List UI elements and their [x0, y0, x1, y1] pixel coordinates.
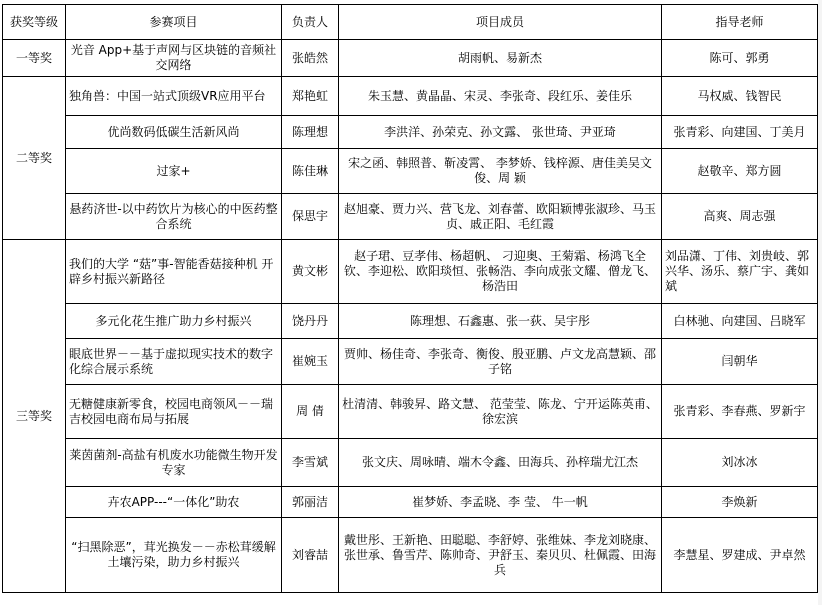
leader-cell[interactable]: 李雪斌	[282, 439, 339, 487]
header-members[interactable]: 项目成员	[339, 5, 662, 40]
header-advisor[interactable]: 指导老师	[662, 5, 818, 40]
members-cell[interactable]: 胡雨帆、易新杰	[339, 40, 662, 77]
table-row	[3, 240, 818, 304]
advisor-cell[interactable]: 刘冰冰	[662, 439, 818, 487]
table-row	[3, 385, 818, 439]
members-cell[interactable]: 李洪洋、孙荣克、孙文露、 张世琦、尹亚琦	[339, 116, 662, 149]
project-cell[interactable]: 莱茵菌剂-高盐有机废水功能微生物开发专家	[66, 439, 282, 487]
leader-cell[interactable]: 刘睿喆	[282, 518, 339, 593]
header-row	[3, 5, 818, 40]
table-row	[3, 149, 818, 194]
advisor-cell[interactable]: 张青彩、李春燕、罗新宇	[662, 385, 818, 439]
table-row	[3, 77, 818, 116]
table-row	[3, 518, 818, 593]
level-cell-second[interactable]: 二等奖	[3, 77, 66, 240]
leader-cell[interactable]: 郭丽洁	[282, 487, 339, 518]
members-cell[interactable]: 赵子珺、豆孝伟、杨超帆、 刁迎奥、王菊霜、杨鸿飞全 钦、李迎松、欧阳琰恒、张畅浩、李向成张文耀、僧龙飞、杨浩田	[339, 240, 662, 304]
project-cell[interactable]: “扫黑除恶”，茸光换发－－赤松茸缓解土壤污染，助力乡村振兴	[66, 518, 282, 593]
table-row	[3, 116, 818, 149]
members-cell[interactable]: 朱玉慧、黄晶晶、宋灵、李张奇、段红乐、姜佳乐	[339, 77, 662, 116]
leader-cell[interactable]: 保思宇	[282, 194, 339, 240]
advisor-cell[interactable]: 白林驰、向建国、吕晓军	[662, 304, 818, 339]
members-cell[interactable]: 陈理想、石鑫惠、张一荻、吴宇彤	[339, 304, 662, 339]
leader-cell[interactable]: 周 倩	[282, 385, 339, 439]
project-cell[interactable]: 独角兽：中国一站式顶级VR应用平台	[66, 77, 282, 116]
table-row	[3, 194, 818, 240]
level-cell-first[interactable]: 一等奖	[3, 40, 66, 77]
project-cell[interactable]: 眼底世界－－基于虚拟现实技术的数字化综合展示系统	[66, 339, 282, 385]
sheet-edge	[818, 0, 822, 605]
table-row	[3, 487, 818, 518]
members-cell[interactable]: 宋之函、韩照普、靳凌霄、 李梦娇、钱梓源、唐佳美吴文俊、周 颖	[339, 149, 662, 194]
project-cell[interactable]: 无糖健康新零食，校园电商领风－－瑞吉校园电商布局与拓展	[66, 385, 282, 439]
leader-cell[interactable]: 饶丹丹	[282, 304, 339, 339]
members-cell[interactable]: 崔梦娇、李孟晓、李 莹、 牛一帆	[339, 487, 662, 518]
advisor-cell[interactable]: 高爽、周志强	[662, 194, 818, 240]
project-cell[interactable]: 光音 App+基于声网与区块链的音频社交网络	[66, 40, 282, 77]
advisor-cell[interactable]: 陈可、郭勇	[662, 40, 818, 77]
header-project[interactable]: 参赛项目	[66, 5, 282, 40]
leader-cell[interactable]: 崔婉玉	[282, 339, 339, 385]
table-row	[3, 40, 818, 77]
advisor-cell[interactable]: 张青彩、向建国、丁美月	[662, 116, 818, 149]
awards-table	[2, 4, 818, 593]
leader-cell[interactable]: 黄文彬	[282, 240, 339, 304]
leader-cell[interactable]: 郑艳虹	[282, 77, 339, 116]
members-cell[interactable]: 杜清清、韩骏昇、路文慧、 范莹莹、陈龙、宁开运陈英甫、徐宏滨	[339, 385, 662, 439]
advisor-cell[interactable]: 李慧星、罗建成、尹卓然	[662, 518, 818, 593]
advisor-cell[interactable]: 马权威、钱智民	[662, 77, 818, 116]
members-cell[interactable]: 赵旭豪、贾力兴、营飞龙、刘春蕾、欧阳颖博张淑珍、马玉贞、戚正阳、毛红霞	[339, 194, 662, 240]
advisor-cell[interactable]: 闫朝华	[662, 339, 818, 385]
table-row	[3, 339, 818, 385]
project-cell[interactable]: 悬药济世-以中药饮片为核心的中医药整合系统	[66, 194, 282, 240]
project-cell[interactable]: 多元化花生推广助力乡村振兴	[66, 304, 282, 339]
table-row	[3, 304, 818, 339]
members-cell[interactable]: 贾帅、杨佳奇、李张奇、衡俊、殷亚鹏、卢文龙高慧颖、邵子铭	[339, 339, 662, 385]
members-cell[interactable]: 戴世彤、王新艳、田聪聪、李舒婷、张维妹、李龙刘晓康、张世承、鲁雪芹、陈帅奇、尹舒玉、秦贝贝、杜佩霞、田海兵	[339, 518, 662, 593]
advisor-cell[interactable]: 李焕新	[662, 487, 818, 518]
header-level[interactable]: 获奖等级	[3, 5, 66, 40]
project-cell[interactable]: 过家+	[66, 149, 282, 194]
header-leader[interactable]: 负责人	[282, 5, 339, 40]
project-cell[interactable]: 我们的大学 “菇”事-智能香菇接种机 开辟乡村振兴新路径	[66, 240, 282, 304]
members-cell[interactable]: 张文庆、周咏晴、端木令鑫、田海兵、孙梓瑞尤江杰	[339, 439, 662, 487]
advisor-cell[interactable]: 刘品潇、丁伟、刘贵岐、郭兴华、汤乐、蔡广宇、龚如斌	[662, 240, 818, 304]
advisor-cell[interactable]: 赵敬辛、郑方圆	[662, 149, 818, 194]
leader-cell[interactable]: 张皓然	[282, 40, 339, 77]
project-cell[interactable]: 优尚数码低碳生活新风尚	[66, 116, 282, 149]
leader-cell[interactable]: 陈理想	[282, 116, 339, 149]
level-cell-third[interactable]: 三等奖	[3, 240, 66, 593]
project-cell[interactable]: 卉农APP---“一体化”助农	[66, 487, 282, 518]
leader-cell[interactable]: 陈佳琳	[282, 149, 339, 194]
table-row	[3, 439, 818, 487]
